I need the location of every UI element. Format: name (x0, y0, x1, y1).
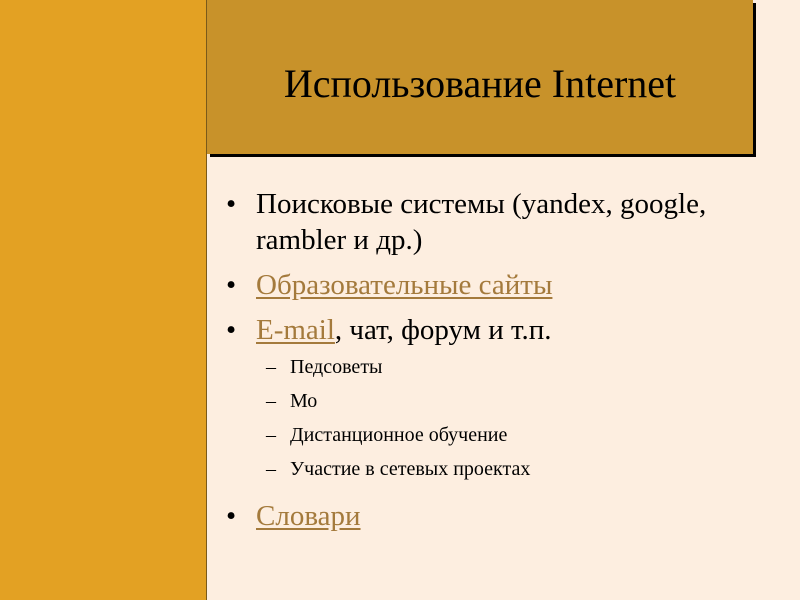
sub-item-mo (266, 384, 786, 418)
sub-item-pedsovety (266, 350, 786, 384)
left-decorative-panel (0, 0, 207, 600)
bullet-item-email (226, 312, 786, 348)
bullet-text-search-engines: Поисковые системы (yandex, google, rambler и др.) (256, 188, 707, 256)
slide-title: Использование Internet (283, 60, 677, 106)
bullet-item-search-engines (226, 186, 786, 258)
dash-icon (266, 384, 276, 418)
educational-sites-link[interactable]: Образовательные сайты (256, 269, 553, 301)
bullet-text-email-rest: , чат, форум и т.п. (334, 314, 552, 346)
bullet-item-educational-sites[interactable] (226, 267, 786, 303)
sub-item-label: Педсоветы (290, 356, 383, 378)
bullet-icon (226, 312, 256, 348)
title-box (207, 0, 753, 154)
sub-item-label: Мо (290, 390, 318, 412)
sub-item-label: Дистанционное обучение (290, 424, 508, 446)
bullet-list (226, 186, 786, 543)
email-link[interactable]: E-mail (256, 314, 335, 346)
sub-list (226, 350, 786, 486)
bullet-item-dictionaries[interactable] (226, 498, 786, 534)
bullet-icon (226, 186, 256, 222)
dash-icon (266, 452, 276, 486)
sub-item-label: Участие в сетевых проектах (290, 458, 531, 480)
dash-icon (266, 350, 276, 384)
bullet-icon (226, 267, 256, 303)
dictionaries-link[interactable]: Словари (256, 500, 361, 532)
sub-item-network-projects (266, 452, 786, 486)
sub-item-distance-learning (266, 418, 786, 452)
dash-icon (266, 418, 276, 452)
bullet-icon (226, 498, 256, 534)
